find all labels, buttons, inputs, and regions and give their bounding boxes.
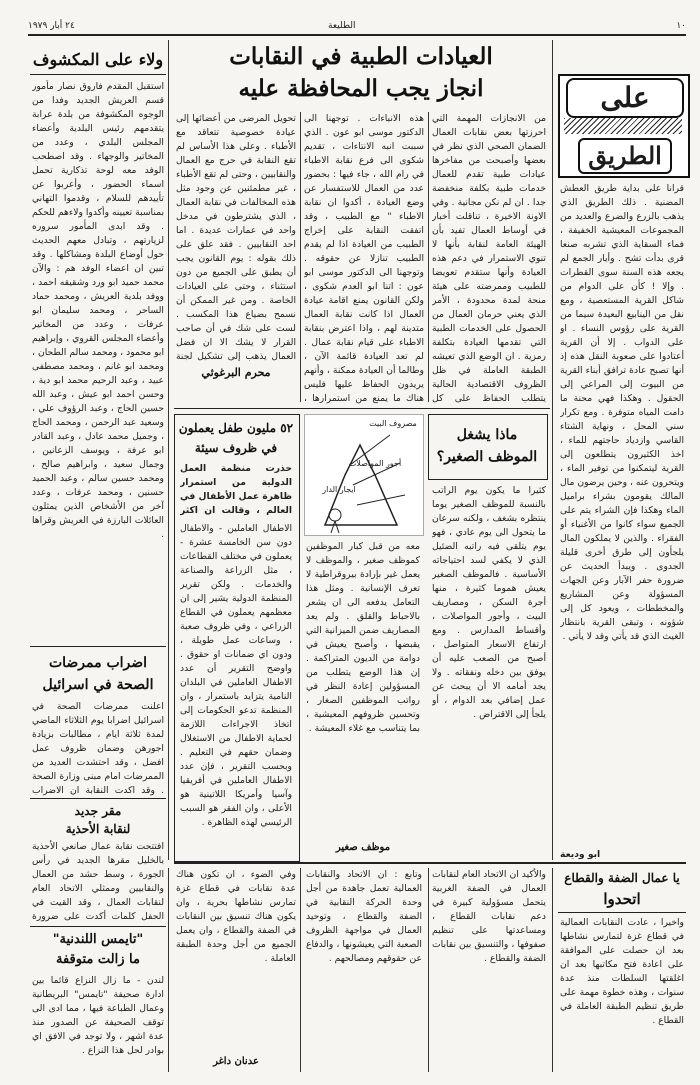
clinics-author: محرم البرغوثي — [201, 366, 271, 379]
children-body: الاطفال العاملين - والاطفال دون سن الخامسة عشرة - يعملون في مختلف القطاعات ، مثل الزراعة والصناعة والخدمات . ولكن تقرير المنظمة الدولية يشير إلى ان معظمهم يعملون في القطاع الزراعي ، وفي ظروف صعبة ، وساعات عمل طويلة ، ودون اي ضمانات او حقوق . واوضح التقرير أن عدد الاطفال العاملين في البلدان النامية يتزايد باستمرار ، وان المنظمة تدعو الحكومات إلى اتخاذ الاجراءات اللازمة لحماية الاطفال من الاستغلال وضمان حقهم في التعليم . وبحسب التقرير ، فإن عدد الاطفال العاملين في أفريقيا وآسيا وأمريكا اللاتينية هو الأعلى ، وان الفقر هو السبب الرئيسي لهذه الظاهرة . — [180, 523, 292, 828]
unity-col1: واخيرا ، عادت النقابات العمالية في قطاع غزة لتمارس نشاطها بعد ان حصلت على الموافقة على اعادة فتح مكاتبها بعد ان اغلقتها السلطات منذ عدة سنوات ، وهذه خطوة مهمة على طريق تنظيم الطبقة العاملة في القطاع . — [560, 917, 684, 1026]
employee-title-line1: ماذا يشغل — [456, 427, 518, 443]
masthead-word-ala: على — [566, 78, 684, 118]
shoes-title-line2: لنقابة الأحذية — [65, 822, 131, 836]
column-divider — [552, 40, 553, 860]
column-divider — [168, 868, 169, 1072]
page-header — [28, 20, 686, 34]
masthead-word-altariq: الطريق — [578, 138, 672, 174]
column-signature: ابو وديعة — [560, 849, 601, 860]
column-divider — [300, 868, 301, 1072]
cartoon-label-top: مصروف البيت — [369, 419, 417, 428]
newspaper-name: الطليعة — [328, 21, 356, 31]
times-title-line2: ما زالت متوقفة — [56, 952, 140, 967]
section-rule — [30, 926, 166, 927]
times-body: لندن - ما زال النزاع قائما بين ادارة صحيفة "تايمس" البريطانية وعمال الطباعة فيها ، مما ادى الى توقف الصحيفة عن الصدور منذ عدة اشهر ، ولا توجد في الافق اي بوادر لحل هذا النزاع . — [32, 975, 164, 1056]
employee-signature: موظف صغير — [335, 842, 391, 853]
strikes-body: اعلنت ممرضات الصحة في اسرائيل اضرابا يوم الثلاثاء الماضي لمدة ثلاثة ايام ، مطالبات بزيادة اجورهن وضمان ظروف عمل افضل ، وقد احتشدت العديد من الممرضات امام مبنى وزارة الصحة . وقد اكدت النقابة ان الاضراب — [32, 701, 164, 796]
cartoon-label-side: ايجار الدار — [322, 485, 356, 494]
title-underline — [30, 74, 166, 75]
cartoon-drawing — [305, 415, 423, 535]
column-divider — [552, 868, 553, 1072]
section-rule — [30, 646, 166, 647]
employee-body: كثيرا ما يكون يوم الراتب بالنسبة للموظف الصغير يوما ينتظره بشغف ، ولكنه سرعان ما يتحول الى يوم عادي ، فهو يوم يتلقى فيه راتبه الضئيل الذي لا يكفي لسد احتياجاته الأساسية . فالموظف الصغير يعيش هموما كثيرة ، منها أجرة السكن ، ومصاريف البيت ، وأجور المواصلات ، وأقساط المدارس . ومع ارتفاع الاسعار المتواصل ، أصبح من الصعب عليه أن يوفق بين دخله ونفقاته . ولا يجد أمامه الا أن يبحث عن عمل إضافي بعد الدوام ، أو يلجأ إلى الاقتراض . — [432, 485, 546, 720]
welaa-title: ولاء على المكشوف — [32, 50, 164, 69]
employee-title-line2: الموظف الصغير؟ — [436, 449, 538, 465]
section-rule — [174, 862, 686, 864]
children-title-line1: ٥٢ مليون طفل يعملون — [178, 421, 294, 435]
unity-col2: والأكيد ان الاتحاد العام لنقابات العمال في الضفة الغربية يتحمل مسؤولية كبيرة في دعم نقابات القطاع ، ومساعدتها على تنظيم صفوفها ، والتنسيق بين نقابات الضفة والقطاع . — [432, 869, 546, 964]
cartoon-label-mid: أجور المواصلات — [348, 459, 402, 468]
unity-col4: وفي الضوء ، ان تكون هناك عدة نقابات في قطاع غزة تمارس نشاطها بحرية ، وان يكون هناك تنسيق بين النقابات في الضفة والقطاع ، وان يعمل الجميع من أجل وحدة الطبقة العاملة . — [176, 869, 296, 964]
unity-signature: عدنان داغر — [213, 1056, 259, 1067]
column-divider — [428, 112, 429, 402]
issue-date: ٢٤ أبار ١٩٧٩ — [28, 21, 75, 31]
clinics-col2: هذه الانباءات . توجهنا الى الدكتور موسى ابو عون . الذي سببت انبه الانتاءات ، تقديم شكوى الى فرع نقابة الاطباء في رام الله ، جاء فيها : بحضور عدد من العمال للاستفسار عن وضع العيادة ، أكدوا ان نقابة الاطباء " مع الطبيب ، وقد اتفقت النقابة على إخراج الطبيب من العيادة اذا لم يقدم الطبيب تنازلا عن حقوقه . وتوجهنا الى الدكتور موسى ابو عون : اتنا ابو العدم شكوى ، ولكن القانون يمنع اقامة عيادة العمال اذا كانت نقابة العمال متدينة لهم ، واذا اعترض بنقابة الاطباء على قيام نقابة عمال . لم تعد العيادة قائمة الآن ، وطالما أن العيادة ممكنة ، وأنهم يريدون الحفاظ عليها فليس هناك ما يمنع من استمرارها ، — [304, 113, 424, 404]
times-title-line1: "تايمس اللندنية" — [52, 932, 144, 947]
header-rule — [28, 34, 686, 36]
column-divider — [428, 868, 429, 1072]
shoes-body: افتتحت نقابة عمال صانعي الأحذية بالخليل مقرها الجديد في رأس الجورة ، وسط حشد من العمال والنقابيين وممثلي الاتحاد العام لنقابات العمال ، وقد القيت في الحفل كلمات أكدت على ضرورة — [32, 841, 164, 922]
shoes-title-line1: مقر جديد — [74, 804, 122, 818]
section-rule — [30, 798, 166, 799]
children-title-line2: في ظروف سيئة — [194, 441, 278, 455]
masthead-hatching — [564, 118, 682, 134]
main-headline-line1: العيادات الطبية في النقابات — [229, 43, 493, 70]
page-number: ١٠ — [676, 21, 686, 31]
cartoon — [304, 414, 424, 536]
welaa-body: استقبل المقدم فاروق نصار مأمور قسم العريش الجديد وفدا من الوجوه المكشوفة من بلدة عرابة يتقدمهم رئيس البلدية وأعضاء المجلس البلدي ، وعدد من المخاتير والوجهاء . وقد اصطحب الوفد معه لوحة تذكارية تحمل اسماء الحضور ، وأعربوا عن تأييدهم للسلام ، وقدموا التهاني بمناسبة تعيينه وأكدوا ولاءهم للحكم . وقد ابدى المأمور سروره لزيارتهم ، وتبادل معهم الحديث حول أوضاع البلدة ومشاكلها . وقد تبين ان اعضاء الوفد هم : والآن محمد حميد ابو ورد وشقيقه احمد ، ووفد بلدية العريش ، ومحمد حماد الساحر ، ومحمد سليمان ابو عرفات ، وعدد من المخاتير وأعضاء المجلس القروي ، وإبراهيم ابو محمود ، ومحمد سالم الطحان ، ومحمد ابو غانم ، ومحمد مصطفى عبيد ، وعبد الرحيم محمد ابو دية ، وحسن احمد ابو عيش ، وعبد الله حسين الحاج ، وعبد الرؤوف علي ، وسعيد عبد الرحمن ، ومحمد الحاج ، وجميل محمد عادل ، وعبد القادر ابو عرفة ، ويوسف الزعانين ، وجمال سعيد ، وابراهيم صالح ، ومحمد حسين سالم ، وعبد الحميد حسنين ، ومحمد عرفات ، وعدد آخر من الأشخاص الذين يمثلون العائلات البارزة في العريش وقراها . — [32, 81, 164, 540]
unity-title-line1: يا عمال الضفة والقطاع — [564, 871, 680, 885]
clinics-col3: تحويل المرضى من أعضائها إلى عيادة خصوصية تتعاقد مع الأطباء . وعلى هذا الأساس لم تقع النقابة في حرج مع العمال والنقابيين ، وحتى لم تقع الأطباء ، غير مطمئنين عن وجود مثل هذه المخالفات في نقابة العمال ، الذي يشترطون في مدخل واحد في عمارات عديدة . اما احد النقابيين . فقد علق على ذلك بقوله : يوم القانون يجب أن يطبق على الجميع من دون استثناء ، وحتى على العيادات الخاصة . ومن غير الممكن أن نسمح بضياع هذا المكسب . لست على شك في أن صاحب القرار لا يشك الا ان فضل العمال يذهب إلى تشكيل لجنة — [176, 113, 296, 362]
column-divider — [168, 40, 169, 860]
children-lead: حذرت منظمة العمل الدولية من استمرار ظاهرة عمل الأطفال في العالم ، وقالت ان اكثر — [180, 463, 292, 516]
unity-title-line2: اتحدوا — [603, 890, 641, 908]
section-rule — [174, 408, 550, 409]
column-body: قرانا على بداية طريق العطش المضنية . ذلك الطريق الذي يذهب بالزرع والضرع والعديد من المجموعات المعيشية الخفيفة ، فماء السقاية الذي تشربه صنعا قرى بدأت تشح . وأيار الجمع لم يجعه هذه السنة سوى القطرات . وإلا ! كأن على الدوام من شاكل القرية المستعصية ، ومع نقل من الينابيع البعيدة سيما من القرية على رؤوس النساء . او على الدواب . إلا أن القرية أعتادوا على صعوبة النقل هذه إذ أنها تصبح عادة ترافق أبناء القرية من البيوت إلى المراعي إلى الحقول . وهكذا فهي محنة ما دامت المياه متوفرة . ومع تكرار سني المحل ، ونهاية الشتاء القاسي وازدياد حاجتهم للماء ، اخذ الكثيرون يتطلعون إلى القرية ليتمكنوا من توفير الماء ، ويتحرون عنه ، وحين يرضون مال المالك يقومون بشراء براميل الماء وهكذا فإن الشراء يتم على الجميع سواء كانوا من الأغنياء أو الفقراء . والذين لا يملكون المال يلجأون إلى طرق أخرى قليلة الجدوى . ويبدأ الحديث عن ضرورة حفر الآبار وعن الجهات المسؤولة وعن المشاريع والمخططات ، ويعود كل إلى شؤونه ، وتبقى القرية بانتظار الغيث الذي قد يأتي وقد لا يأتي . — [560, 183, 684, 642]
column-divider — [300, 112, 301, 402]
strikes-title-line2: الصحة في اسرائيل — [42, 677, 154, 693]
strikes-title-line1: اضراب ممرضات — [48, 655, 148, 671]
title-underline — [558, 912, 686, 913]
main-headline-line2: انجاز يجب المحافظة عليه — [238, 75, 484, 102]
clinics-col1: من الانجازات المهمة التي احرزتها بعض نقابات العمال الضمان الصحي الذي نظر في بعضها وأصبحت من مفاخرها عيادات طبية تقدم للعمال خدمات طبية بكلفة منخفضة جدا . ان لم نكن مجانية . وفي الاونة الاخيرة ، تناقلت أخبار في أوساط العمال تفيد بأن الهيئة العامة لنقابة بأنها لا تنوي الاستمرار في دعم هذه العيادة وأنها ستقدم تعويضا للطبيب وممرضته على هيئة منحة لمدة محدودة ، الأمر الذي يعني حرمان العمال من الحصول على الخدمات الطبية التي تقدمها العيادة بتكلفة رمزية . ان الوضع الذي تعيشه الطبقة العاملة في ظل الظروف الاقتصادية الحالية يتطلب الحفاظ على كل — [432, 113, 546, 404]
column-masthead — [558, 74, 690, 178]
employee-col2: معه من قبل كبار الموظفين كموظف صغير ، والموظف لا يعمل غير بإرادة بيروقراطية لا تعرف الإنسانية . ومثل هذا التعامل يدفعه الى ان يشعر بالاحباط والقلق . ولم يعد المصاريف ضمن الميزانية التي يقبضها ، وأصبح يعيش في دوامة من الديون المتراكمة . إن هذا الوضع يتطلب من المسؤولين إعادة النظر في رواتب الموظفين الصغار ، وتحسين ظروفهم المعيشية ، بما يتناسب مع غلاء المعيشة . — [306, 541, 420, 734]
unity-col3: وتابع : ان الاتحاد والنقابات العمالية تعمل جاهدة من أجل وحدة الحركة النقابية في الضفة والقطاع ، وتوحيد العمال في مواجهة الظروف الصعبة التي يعيشونها ، والدفاع عن حقوقهم ومصالحهم . — [306, 869, 422, 964]
